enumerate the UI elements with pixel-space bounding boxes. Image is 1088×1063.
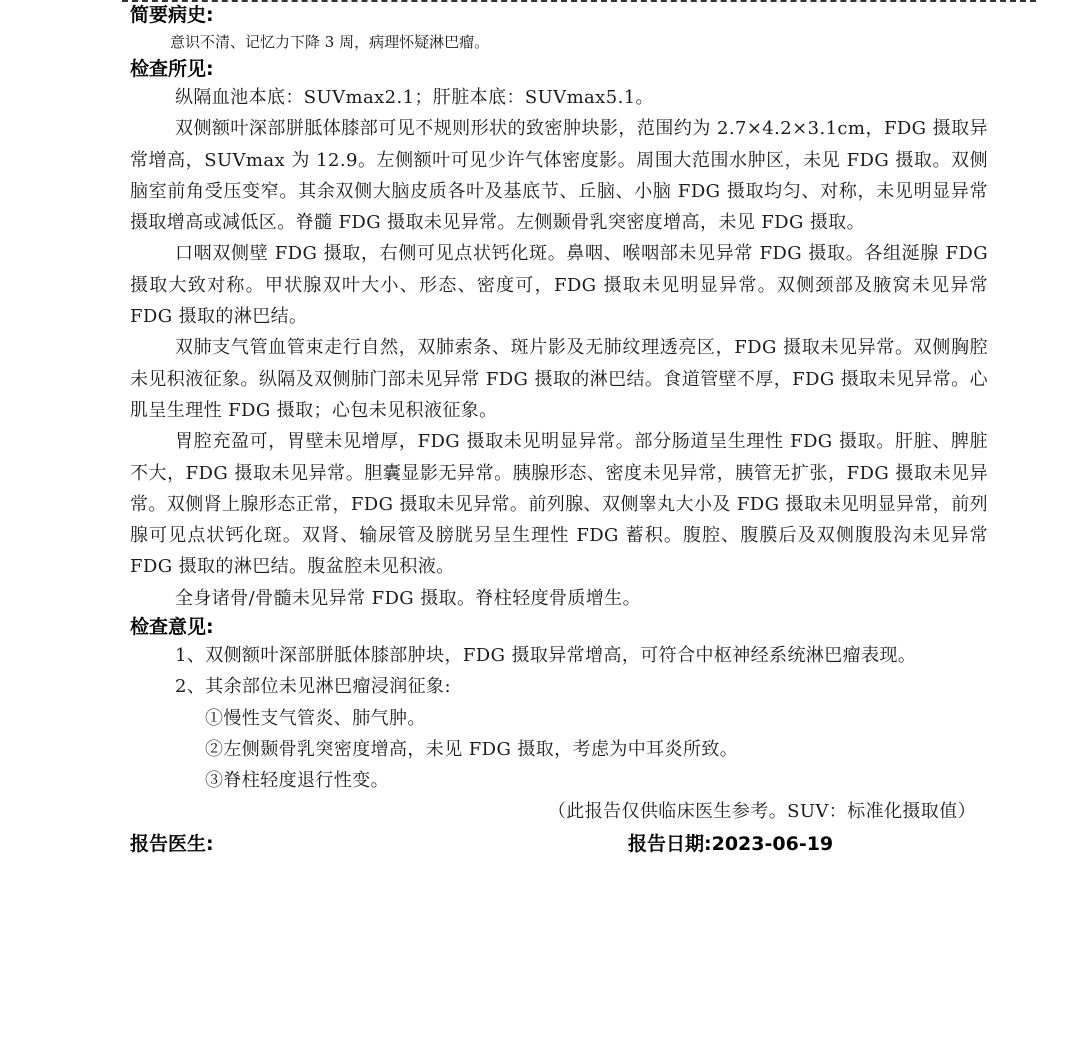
report-footer bbox=[130, 829, 988, 859]
findings-paragraph-head-neck: 口咽双侧壁 FDG 摄取，右侧可见点状钙化斑。鼻咽、喉咽部未见异常 FDG 摄取。各组涎腺 FDG 摄取大致对称。甲状腺双叶大小、形态、密度可，FDG 摄取未见明显异常。双侧颈部及腋窝未见异常 FDG 摄取的淋巴结。 bbox=[130, 243, 988, 328]
findings-heading: 检查所见: bbox=[130, 58, 214, 80]
history-heading: 简要病史: bbox=[130, 4, 214, 26]
findings-paragraph-bones: 全身诸骨/骨髓未见异常 FDG 摄取。脊柱轻度骨质增生。 bbox=[175, 587, 642, 609]
opinion-subitem-2: ②左侧颞骨乳突密度增高，未见 FDG 摄取，考虑为中耳炎所致。 bbox=[205, 738, 739, 760]
opinion-subitem-3: ③脊柱轻度退行性变。 bbox=[205, 769, 389, 791]
opinion-item-1: 1、双侧额叶深部胼胝体膝部肿块，FDG 摄取异常增高，可符合中枢神经系统淋巴瘤表现。 bbox=[175, 645, 917, 667]
opinion-subitem-1: ①慢性支气管炎、肺气肿。 bbox=[205, 707, 426, 729]
report-doctor-label: 报告医生: bbox=[130, 832, 214, 855]
findings-paragraph-chest: 双肺支气管血管束走行自然，双肺索条、斑片影及无肺纹理透亮区，FDG 摄取未见异常。双侧胸腔未见积液征象。纵隔及双侧肺门部未见异常 FDG 摄取的淋巴结。食道管壁不厚，FDG 摄取未见异常。心肌呈生理性 FDG 摄取；心包未见积液征象。 bbox=[130, 337, 988, 421]
opinion-heading: 检查意见: bbox=[130, 616, 214, 639]
report-date-value: 2023-06-19 bbox=[711, 832, 834, 855]
history-text: 意识不清、记忆力下降 3 周，病理怀疑淋巴瘤。 bbox=[170, 33, 490, 51]
opinion-item-2: 2、其余部位未见淋巴瘤浸润征象: bbox=[175, 676, 451, 698]
report-date bbox=[628, 829, 833, 859]
report-disclaimer-note: （此报告仅供临床医生参考。SUV：标准化摄取值） bbox=[547, 800, 976, 822]
findings-paragraph-abdomen: 胃腔充盈可，胃壁未见增厚，FDG 摄取未见明显异常。部分肠道呈生理性 FDG 摄取。肝脏、脾脏不大，FDG 摄取未见异常。胆囊显影无异常。胰腺形态、密度未见异常，胰管无扩张，FDG 摄取未见异常。双侧肾上腺形态正常，FDG 摄取未见异常。前列腺、双侧睾丸大小及 FDG 摄取未见明显异常，前列腺可见点状钙化斑。双肾、输尿管及膀胱另呈生理性 FDG 蓄积。腹腔、腹膜后及双侧腹股沟未见异常 FDG 摄取的淋巴结。腹盆腔未见积液。 bbox=[130, 431, 988, 578]
findings-paragraph-baseline: 纵隔血池本底：SUVmax2.1；肝脏本底：SUVmax5.1。 bbox=[175, 87, 654, 108]
report-date-label: 报告日期: bbox=[628, 832, 712, 855]
findings-paragraph-brain: 双侧额叶深部胼胝体膝部可见不规则形状的致密肿块影，范围约为 2.7×4.2×3.1cm，FDG 摄取异常增高，SUVmax 为 12.9。左侧额叶可见少许气体密度影。周围大范围水肿区，未见 FDG 摄取。双侧脑室前角受压变窄。其余双侧大脑皮质各叶及基底节、丘脑、小脑 FDG 摄取均匀、对称，未见明显异常摄取增高或减低区。脊髓 FDG 摄取未见异常。左侧颞骨乳突密度增高，未见 FDG 摄取。 bbox=[130, 118, 988, 234]
pet-ct-report bbox=[130, 2, 988, 859]
